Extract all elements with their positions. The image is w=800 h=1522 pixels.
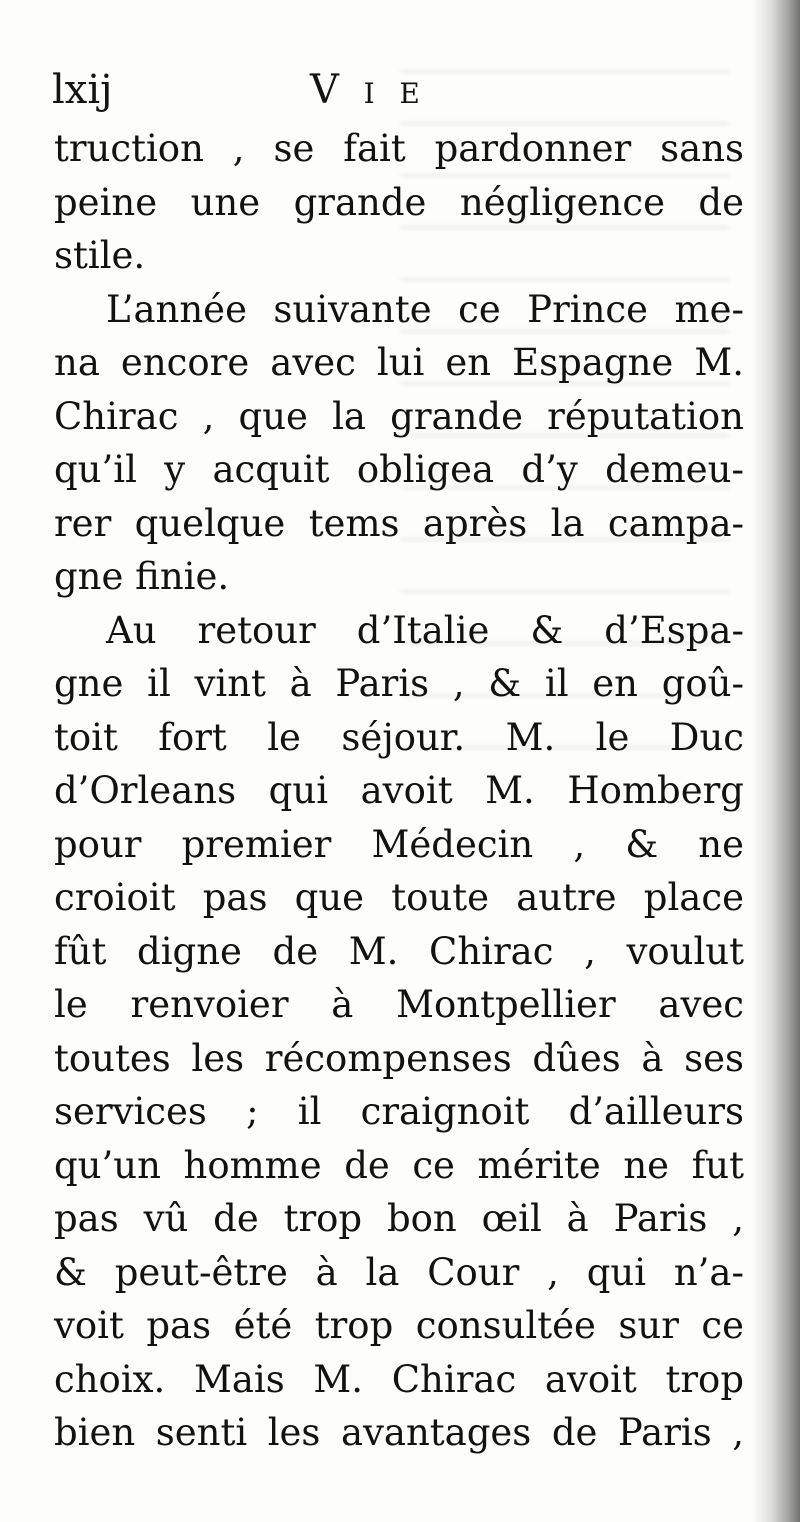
text-line: gne finie. xyxy=(54,555,230,598)
text-line: peine une grande négligence de xyxy=(54,180,744,224)
text-line: voit pas été trop consultée sur ce xyxy=(54,1304,744,1347)
text-line: services ; il craignoit d’ailleurs xyxy=(54,1090,744,1133)
text-line: & peut-être à la Cour , qui n’a- xyxy=(54,1250,744,1294)
text-line: fût digne de M. Chirac , voulut xyxy=(54,929,744,973)
text-line: pas vû de trop bon œil à Paris , xyxy=(54,1197,744,1240)
body-text xyxy=(54,122,744,1460)
text-line: na encore avec lui en Espagne M. xyxy=(54,341,744,384)
page-gutter-shadow xyxy=(752,0,800,1522)
page-header xyxy=(52,62,742,122)
text-line: qu’il y acquit obligea d’y demeu- xyxy=(54,448,744,491)
text-line: toit fort le séjour. M. le Duc xyxy=(54,715,744,759)
running-title: V i e xyxy=(310,67,426,113)
text-line: stile. xyxy=(54,234,146,277)
text-line: bien senti les avantages de Paris , xyxy=(54,1411,744,1454)
text-line: qu’un homme de ce mérite ne fut xyxy=(54,1143,744,1187)
text-line: gne il vint à Paris , & il en goû- xyxy=(54,662,744,705)
page-number: lxij xyxy=(52,67,113,113)
text-line: le renvoier à Montpellier avec xyxy=(54,983,744,1026)
text-line: choix. Mais M. Chirac avoit trop xyxy=(54,1357,744,1401)
text-line: rer quelque tems après la campa- xyxy=(54,501,744,545)
text-line: croioit pas que toute autre place xyxy=(54,876,744,919)
text-line: toutes les récompenses dûes à ses xyxy=(54,1036,744,1080)
text-line: L’année suivante ce Prince me- xyxy=(106,287,744,331)
text-line: pour premier Médecin , & ne xyxy=(54,822,744,866)
text-line: Au retour d’Italie & d’Espa- xyxy=(106,608,744,652)
text-line: d’Orleans qui avoit M. Homberg xyxy=(54,769,744,812)
text-line: truction , se fait pardonner sans xyxy=(54,127,744,170)
text-line: Chirac , que la grande réputation xyxy=(54,394,744,438)
